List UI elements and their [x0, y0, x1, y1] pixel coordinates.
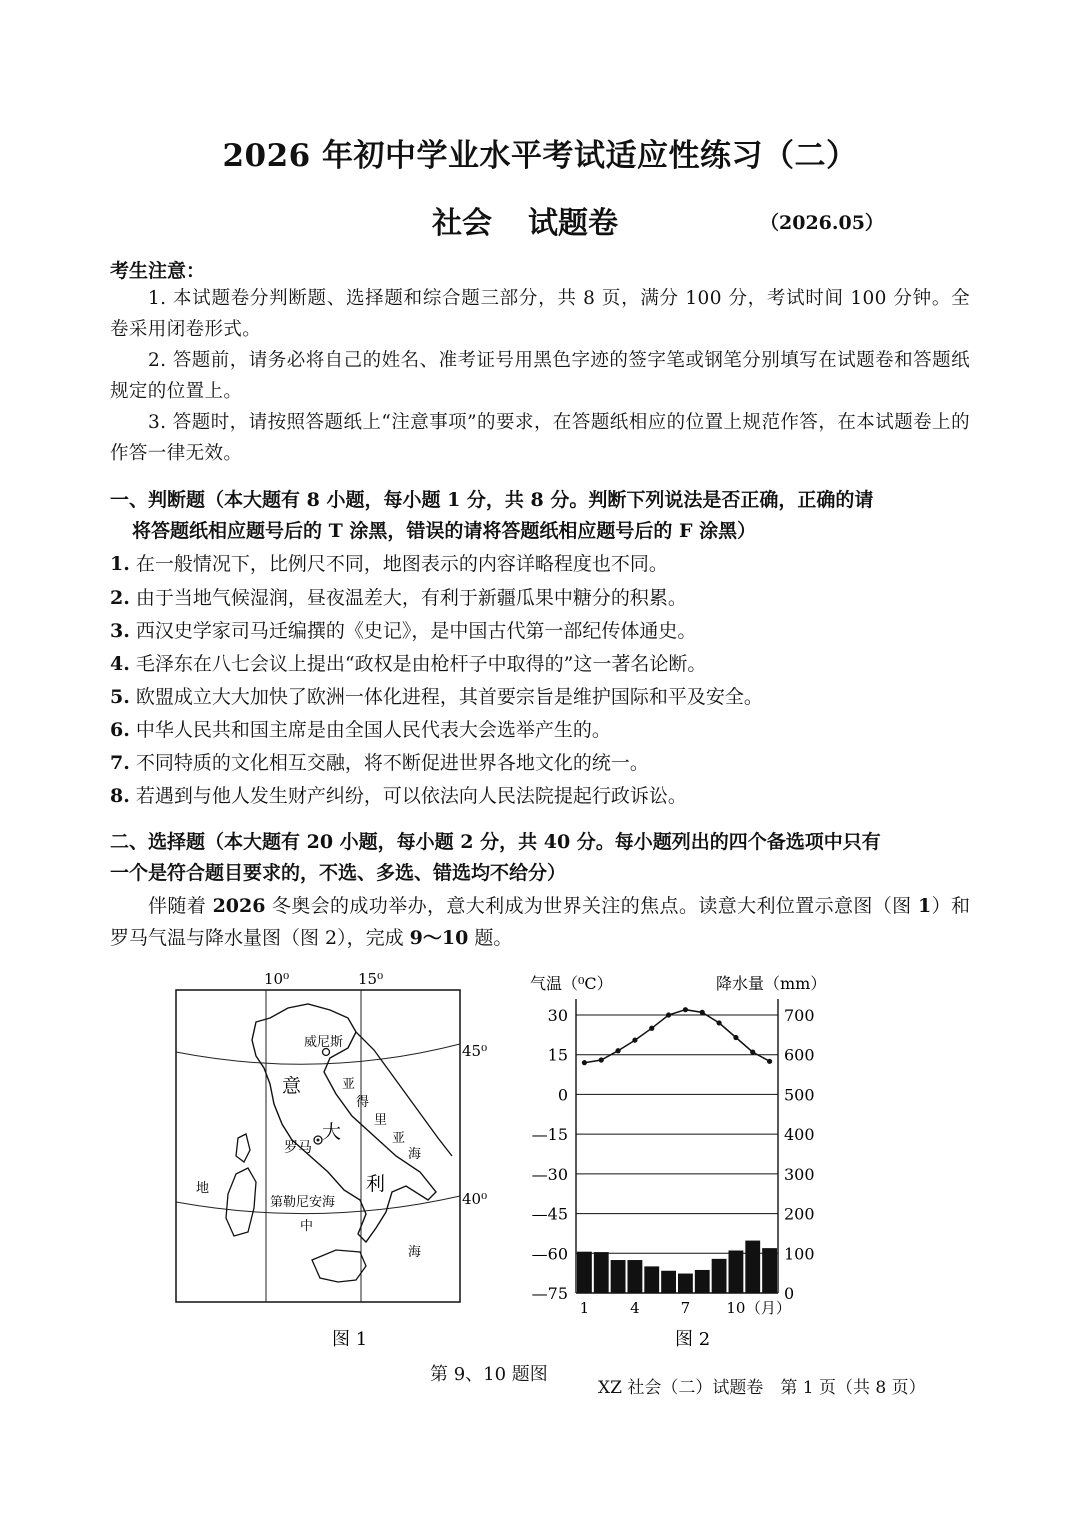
- question-text: 毛泽东在八七会议上提出“政权是由枪杆子中取得的”这一著名论断。: [135, 653, 707, 675]
- temp-tick-label: —60: [531, 1244, 568, 1264]
- temperature-point: [683, 1007, 688, 1012]
- page-footer: XZ 社会（二）试题卷 第 1 页（共 8 页）: [598, 1378, 926, 1398]
- temperature-point: [666, 1012, 671, 1017]
- temp-tick-label: —75: [531, 1284, 568, 1303]
- temp-tick-label: 0: [557, 1085, 568, 1105]
- corsica-outline: [236, 1134, 250, 1162]
- question-text: 由于当地气候湿润，昼夜温差大，有利于新疆瓜果中糖分的积累。: [135, 587, 687, 609]
- question-item: [110, 747, 649, 780]
- italy-location-map: [160, 960, 500, 1360]
- temperature-point: [615, 1048, 620, 1053]
- precip-bar: [577, 1252, 592, 1293]
- italy-label: 大: [322, 1121, 342, 1143]
- month-tick-label: 1: [579, 1299, 590, 1317]
- temperature-point: [599, 1057, 604, 1062]
- section2-heading: [110, 827, 972, 889]
- temperature-point: [649, 1026, 654, 1031]
- temperature-point: [632, 1038, 637, 1043]
- question-number: 5.: [110, 686, 130, 708]
- venice-label: 威尼斯: [304, 1035, 344, 1050]
- figures-caption: 第 9、10 题图: [430, 1364, 548, 1385]
- rome-label: 罗马: [284, 1140, 312, 1156]
- section1-heading-line2: 将答题纸相应题号后的 T 涂黑，错误的请将答题纸相应题号后的 F 涂黑）: [132, 520, 757, 542]
- intro-text: 题。: [468, 927, 513, 949]
- question-text: 在一般情况下，比例尺不同，地图表示的内容详略程度也不同。: [135, 553, 668, 575]
- notice-item: 3. 答题时，请按照答题纸上“注意事项”的要求，在答题纸相应的位置上规范作答，在本试题卷上的作答一律无效。: [110, 412, 970, 464]
- precip-tick-label: 0: [784, 1284, 795, 1303]
- question-item: [110, 548, 668, 581]
- rome-marker-center: [317, 1139, 320, 1142]
- question-item: [110, 780, 687, 813]
- temperature-point: [582, 1060, 587, 1065]
- notice-item: 2. 答题前，请务必将自己的姓名、准考证号用黑色字迹的签字笔或钢笔分别填写在试题卷和答题纸规定的位置上。: [110, 350, 970, 402]
- temp-tick-label: 30: [547, 1006, 568, 1025]
- precip-bar: [678, 1274, 693, 1293]
- temperature-point: [716, 1020, 721, 1025]
- notice-item: 1. 本试题卷分判断题、选择题和综合题三部分，共 8 页，满分 100 分，考试时间 100 分钟。全卷采用闭卷形式。: [110, 288, 970, 340]
- question-number: 4.: [110, 653, 130, 675]
- section1-heading-line1: 一、判断题（本大题有 8 小题，每小题 1 分，共 8 分。判断下列说法是否正确，正确的请: [110, 489, 874, 511]
- question-item: [110, 582, 687, 615]
- temperature-point: [767, 1059, 772, 1064]
- precip-tick-label: 700: [784, 1006, 815, 1025]
- question-number: 8.: [110, 785, 130, 807]
- sardinia-outline: [226, 1168, 256, 1236]
- temperature-point: [733, 1035, 738, 1040]
- mediterranean-label: 中: [300, 1219, 314, 1234]
- section2-heading-line1: 二、选择题（本大题有 20 小题，每小题 2 分，共 40 分。每小题列出的四个备选项中只有: [110, 831, 881, 853]
- figure2-caption: 图 2: [675, 1329, 711, 1350]
- question-number: 2.: [110, 587, 130, 609]
- section2-heading-line2: 一个是符合题目要求的，不选、多选、错选均不给分）: [110, 862, 567, 884]
- precip-tick-label: 600: [784, 1045, 815, 1065]
- exam-subtitle: [432, 198, 618, 242]
- precip-tick-label: 400: [784, 1125, 815, 1145]
- question-intro: [110, 890, 970, 954]
- temp-tick-label: 15: [547, 1045, 568, 1065]
- intro-text: ）和罗马气温与降水量图（图 2），完成: [110, 895, 970, 949]
- precip-axis-label: 降水量（mm）: [716, 974, 827, 993]
- precip-bar: [594, 1252, 609, 1293]
- question-text: 西汉史学家司马迁编撰的《史记》，是中国古代第一部纪传体通史。: [135, 620, 697, 642]
- notice-heading: 考生注意：: [110, 260, 206, 282]
- mediterranean-label: 地: [196, 1181, 210, 1196]
- precip-tick-label: 200: [784, 1204, 815, 1224]
- question-text: 不同特质的文化相互交融，将不断促进世界各地文化的统一。: [135, 752, 649, 774]
- intro-year: 2026: [212, 895, 266, 917]
- adriatic-label: 里: [374, 1113, 388, 1128]
- precip-bar: [745, 1241, 760, 1293]
- precip-tick-label: 500: [784, 1085, 815, 1105]
- subject-label: 社会: [432, 206, 492, 241]
- precip-tick-label: 300: [784, 1164, 815, 1184]
- rome-climate-chart: [520, 965, 840, 1360]
- temp-tick-label: —30: [531, 1164, 568, 1184]
- month-tick-label: 4: [630, 1299, 640, 1317]
- intro-text: 伴随着: [148, 895, 213, 917]
- temp-axis-label: 气温（⁰C）: [530, 974, 613, 993]
- question-number: 1.: [110, 553, 130, 575]
- precip-bar: [628, 1260, 643, 1293]
- adriatic-label: 亚: [392, 1131, 406, 1146]
- lat-label: 45⁰: [462, 1042, 488, 1060]
- intro-text: 冬奥会的成功举办，意大利成为世界关注的焦点。读意大利位置示意图（图: [265, 895, 918, 917]
- precip-bar: [661, 1271, 676, 1293]
- question-item: [110, 648, 706, 681]
- question-number: 6.: [110, 719, 130, 741]
- lon-label: 15⁰: [358, 970, 384, 988]
- lat-label: 40⁰: [462, 1190, 488, 1208]
- question-text: 中华人民共和国主席是由全国人民代表大会选举产生的。: [135, 719, 611, 741]
- tyrrhenian-label: 第勒尼安海: [270, 1195, 336, 1210]
- adriatic-label: 海: [408, 1147, 422, 1162]
- question-item: [110, 714, 611, 747]
- exam-date: （2026.05）: [760, 212, 884, 234]
- temperature-point: [700, 1010, 705, 1015]
- intro-figure-number: 1: [917, 895, 932, 917]
- precip-bar: [644, 1266, 659, 1293]
- question-number: 3.: [110, 620, 130, 642]
- temperature-point: [750, 1049, 755, 1054]
- intro-question-range: 9～10: [409, 927, 469, 949]
- page-title: 2026 年初中学业水平考试适应性练习（二）: [222, 138, 858, 174]
- sicily-outline: [312, 1250, 366, 1282]
- question-item: [110, 681, 763, 714]
- precip-bar: [729, 1251, 744, 1293]
- question-text: 若遇到与他人发生财产纠纷，可以依法向人民法院提起行政诉讼。: [135, 785, 687, 807]
- adriatic-label: 亚: [342, 1077, 356, 1092]
- adriatic-label: 得: [356, 1095, 370, 1110]
- section1-heading: [110, 485, 972, 547]
- month-tick-label: 7: [680, 1299, 691, 1317]
- question-item: [110, 615, 696, 648]
- temp-tick-label: —15: [531, 1125, 568, 1145]
- month-tick-label: 10: [726, 1299, 746, 1317]
- figure1-caption: 图 1: [332, 1329, 368, 1350]
- temp-tick-label: —45: [531, 1204, 568, 1224]
- mediterranean-label: 海: [408, 1245, 422, 1260]
- question-number: 7.: [110, 752, 130, 774]
- precip-bar: [712, 1259, 727, 1293]
- precip-bar: [695, 1270, 710, 1293]
- question-text: 欧盟成立大大加快了欧洲一体化进程，其首要宗旨是维护国际和平及安全。: [135, 686, 763, 708]
- lon-label: 10⁰: [264, 970, 290, 988]
- precip-bar: [611, 1260, 626, 1293]
- precip-tick-label: 100: [784, 1244, 815, 1264]
- month-axis-suffix: （月）: [745, 1299, 791, 1317]
- paper-label: 试题卷: [528, 206, 618, 241]
- italy-label: 利: [366, 1173, 386, 1195]
- italy-label: 意: [282, 1075, 302, 1097]
- precip-bar: [762, 1248, 777, 1293]
